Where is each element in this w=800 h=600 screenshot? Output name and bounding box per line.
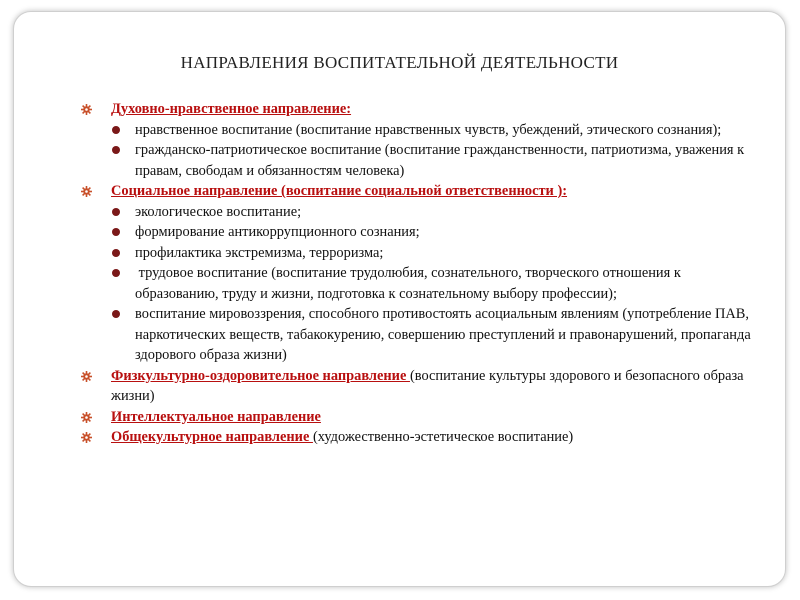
bullet-dot-icon xyxy=(112,310,120,318)
bullet-dot-icon xyxy=(112,146,120,154)
section-heading: Интеллектуальное направление xyxy=(111,408,321,425)
section-heading: Физкультурно-оздоровительное направление xyxy=(111,367,410,384)
section-note: (художественно-эстетическое воспитание) xyxy=(312,429,574,445)
list-item xyxy=(80,243,760,264)
gear-bullet-icon xyxy=(81,104,92,115)
slide-content xyxy=(80,99,760,448)
section-heading: Социальное направление (воспитание социальной ответственности ): xyxy=(111,183,568,199)
list-item-text: экологическое воспитание; xyxy=(135,203,302,220)
gear-bullet-icon xyxy=(81,371,92,382)
gear-bullet-icon xyxy=(81,412,92,423)
list-item xyxy=(80,120,760,141)
section-heading-row xyxy=(80,427,760,448)
section-heading-row xyxy=(80,366,760,407)
section-heading-row xyxy=(80,99,760,120)
list-item-text: гражданско-патриотическое воспитание (воспитание гражданственности, патриотизма, уважения к правам, свободам и обязанностям человека) xyxy=(135,142,745,179)
gear-bullet-icon xyxy=(81,432,92,443)
bullet-dot-icon xyxy=(112,208,120,216)
gear-bullet-icon xyxy=(81,186,92,197)
section-heading-row xyxy=(80,181,760,202)
section-heading: Духовно-нравственное направление: xyxy=(111,101,352,117)
list-item xyxy=(80,263,760,304)
section-heading-row xyxy=(80,407,760,428)
list-item-text: трудовое воспитание (воспитание трудолюбия, сознательного, творческого отношения к образованию, труду и жизни, подготовка к сознательному выбору профессии); xyxy=(135,265,685,302)
list-item xyxy=(80,202,760,223)
list-item xyxy=(80,304,760,366)
list-item-text: воспитание мировоззрения, способного противостоять асоциальным явлениям (употребление ПАВ, наркотических веществ, табакокурению, совершению преступлений и правонарушений, пропаганда здорового образа жизни) xyxy=(135,306,751,363)
list-item xyxy=(80,222,760,243)
slide-title: НАПРАВЛЕНИЯ ВОСПИТАТЕЛЬНОЙ ДЕЯТЕЛЬНОСТИ xyxy=(180,53,619,72)
list-item-text: формирование антикоррупционного сознания; xyxy=(135,224,420,240)
list-item-text: нравственное воспитание (воспитание нравственных чувств, убеждений, этического сознания); xyxy=(135,121,722,138)
section-note: (воспитание культуры здорового и безопасного образа жизни) xyxy=(111,367,744,404)
bullet-dot-icon xyxy=(112,249,120,257)
bullet-dot-icon xyxy=(112,269,120,277)
bullet-dot-icon xyxy=(112,126,120,134)
bullet-dot-icon xyxy=(112,228,120,236)
list-item-text: профилактика экстремизма, терроризма; xyxy=(135,244,384,261)
list-item xyxy=(80,140,760,181)
section-heading: Общекультурное направление xyxy=(111,429,313,445)
